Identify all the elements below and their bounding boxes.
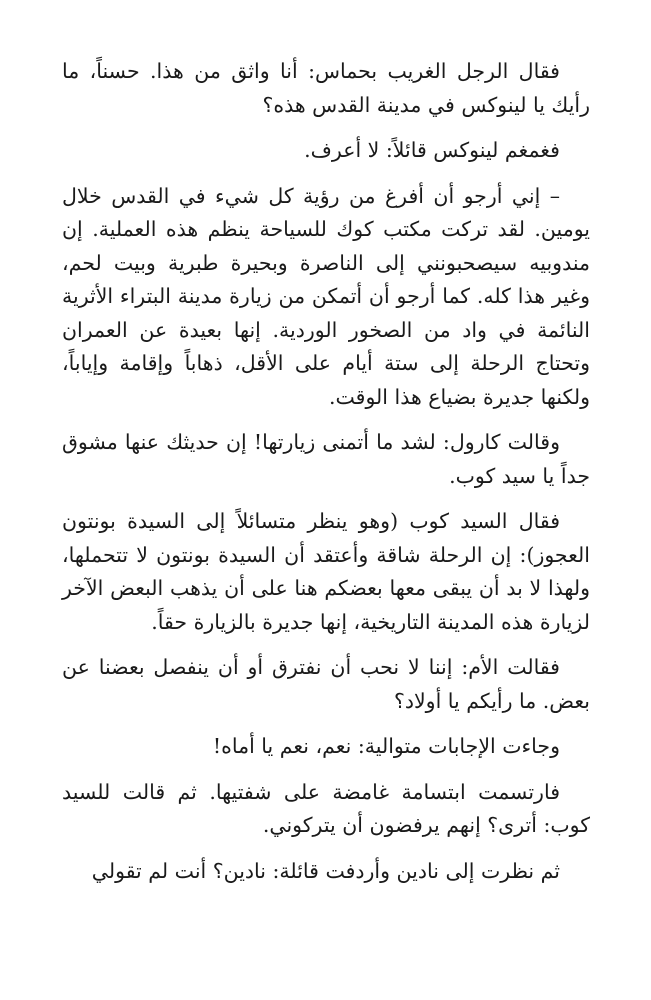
book-page-text bbox=[62, 55, 590, 900]
paragraph-carol: وقالت كارول: لشد ما أتمنى زيارتها! إن حديثك عنها مشوق جداً يا سيد كوب. bbox=[62, 430, 590, 488]
paragraph-smile: فارتسمت ابتسامة غامضة على شفتيها. ثم قالت للسيد كوب: أترى؟ إنهم يرفضون أن يتركوني. bbox=[62, 779, 590, 837]
paragraph-itinerary: – إني أرجو أن أفرغ من رؤية كل شيء في القدس خلال يومين. لقد تركت مكتب كوك للسياحة ينظم هذه العملية. إن مندوبيه سيصحبونني إلى الناصرة وبحيرة طبرية وبيت لحم، وغير هذا كله. كما أرجو أن أتمكن من زيارة مدينة البتراء الأثرية النائمة في واد من الصخور الوردية. إنها بعيدة عن العمران وتحتاج الرحلة إلى ستة أيام على الأقل، ذهاباً وإقامة وإياباً، ولكنها جديرة بضياع هذا الوقت. bbox=[62, 183, 590, 409]
paragraph-mother: فقالت الأم: إننا لا نحب أن نفترق أو أن ينفصل بعضنا عن بعض. ما رأيكم يا أولاد؟ bbox=[62, 655, 590, 713]
paragraph-answers: وجاءت الإجابات متوالية: نعم، نعم يا أماه! bbox=[212, 734, 560, 758]
paragraph-nadine: ثم نظرت إلى نادين وأردفت قائلة: نادين؟ أنت لم تقولي bbox=[91, 858, 560, 883]
paragraph-lennox-reply: فغمغم لينوكس قائلاً: لا أعرف. bbox=[304, 138, 560, 162]
paragraph-stranger-jerusalem: فقال الرجل الغريب بحماس: أنا واثق من هذا. حسناً، ما رأيك يا لينوكس في مدينة القدس هذه؟ bbox=[62, 59, 590, 117]
paragraph-mr-cope: فقال السيد كوب (وهو ينظر متسائلاً إلى السيدة بونتون العجوز): إن الرحلة شاقة وأعتقد أن السيدة بونتون لا تتحملها، ولهذا لا بد أن يبقى معها بعضكم هنا على أن يذهب البعض الآخر لزيارة هذه المدينة التاريخية، إنها جديرة بالزيارة حقاً. bbox=[62, 509, 590, 634]
